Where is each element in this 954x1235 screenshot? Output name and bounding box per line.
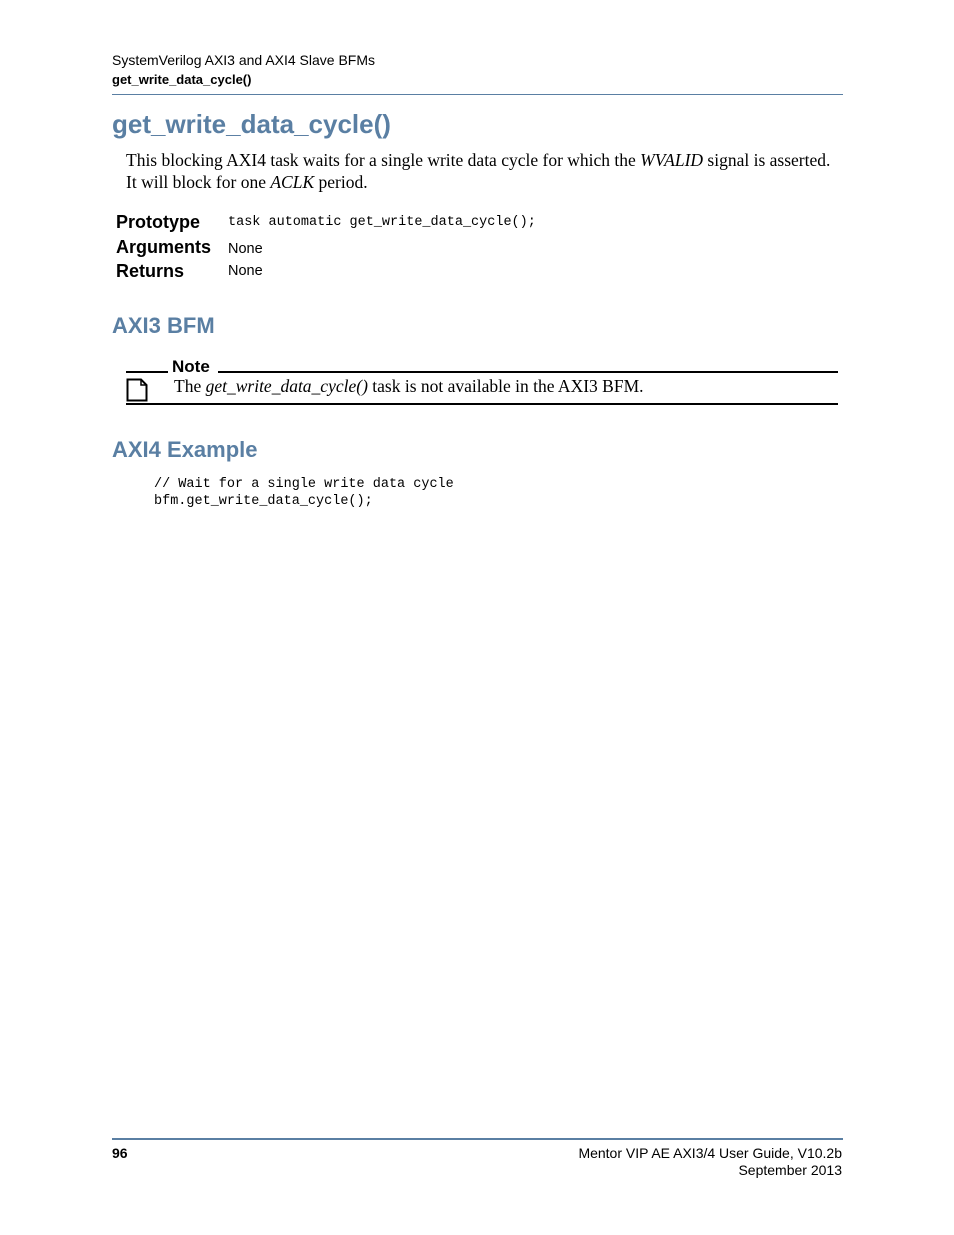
code-line: bfm.get_write_data_cycle();	[154, 494, 373, 509]
prototype-value: task automatic get_write_data_cycle();	[228, 215, 536, 230]
axi4-heading: AXI4 Example	[112, 437, 258, 462]
running-header-section: SystemVerilog AXI3 and AXI4 Slave BFMs	[112, 52, 376, 68]
header-divider	[112, 94, 843, 95]
prototype-label: Prototype	[116, 212, 201, 232]
intro-text-2: signal is asserted. It will block for one	[126, 150, 831, 192]
note-prefix: The	[174, 376, 206, 396]
intro-clock-name: ACLK	[270, 172, 315, 192]
intro-text-1: This blocking AXI4 task waits for a single write data cycle for which the	[126, 150, 641, 170]
intro-paragraph	[126, 149, 836, 193]
arguments-label: Arguments	[116, 237, 212, 257]
intro-signal-name: WVALID	[640, 150, 704, 170]
footer-divider	[112, 1138, 843, 1140]
note-task-name: get_write_data_cycle()	[205, 376, 368, 396]
note-page-icon	[126, 378, 148, 402]
code-line: // Wait for a single write data cycle	[154, 477, 454, 492]
returns-label: Returns	[116, 261, 185, 281]
note-suffix: task is not available in the AXI3 BFM.	[367, 376, 644, 396]
running-header-topic: get_write_data_cycle()	[112, 72, 252, 87]
note-label: Note	[172, 357, 210, 376]
note-rule-bottom	[126, 403, 838, 405]
note-text	[174, 376, 644, 397]
note-rule-right	[218, 371, 838, 373]
intro-text-3: period.	[314, 172, 368, 192]
footer-date: September 2013	[738, 1162, 842, 1178]
note-rule-left	[126, 371, 168, 373]
footer-guide-title: Mentor VIP AE AXI3/4 User Guide, V10.2b	[578, 1145, 842, 1161]
page-number: 96	[112, 1145, 128, 1161]
returns-value: None	[228, 263, 263, 279]
page-title: get_write_data_cycle()	[112, 109, 391, 139]
axi3-heading: AXI3 BFM	[112, 313, 215, 338]
arguments-value: None	[228, 241, 263, 257]
footer-info	[578, 1145, 842, 1179]
